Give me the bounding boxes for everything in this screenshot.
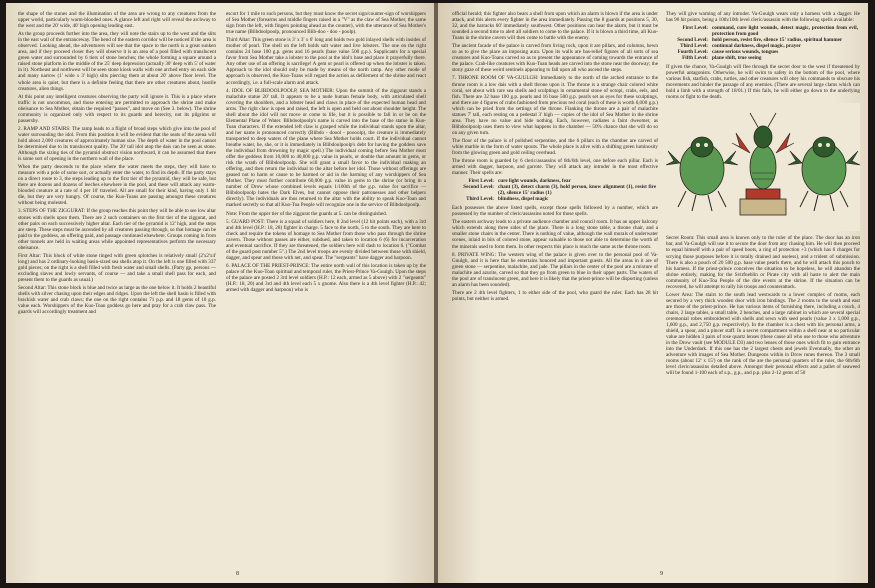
paragraph: There are 2 4th level fighters, 1 to either side of the pool, who guard the ruler. Each has 28 hit points, but neither is armed.: [452, 289, 658, 302]
spell-list: chant (3), detect charm (3), hold person, know alignment (1), resist fire (2), silence 15' radius (1): [498, 184, 656, 197]
spell-row: [666, 25, 860, 37]
paragraph: 4. IDOL OF BLIBDOOLPOOLP, SEA MOTHER: Upon the summit of the ziggurat stands a malachite statue 20' tall. It appears to be a nude human female body, with articulated shell covering the shoulders, and a lobster head and claws in place of the expected human head and arms. The right claw is open and raised, the left is open and held out about shoulder height. The shell about the idol will not move or come to life, but it is possible to fall in or be on the Elemental Plane of Water. Blibdoolpoolp's name is carved into the base of the statue in Kuo-Toan characters. If the extended left claw is grasped while the individual stands upon the altar, and her name is pronounced correctly (Blibdo - doool - poooolp), the creature is immediately transported to deep waters of the plane where Sea Mother holds court. If the individual cannot breathe water, he, she, or it is immediately in Blibdoolpoolp's debt for having the goddess save the individual from drowning by magic spell.) The individual coming before Sea Mother must offer the goddess from 10,000 to 40,000 g.p. value in pearls, or double that amount in gems, or risk the wrath of Blibdoolpoolp. She will grant a small favor to the individual making an offering, and then return the individual to the altar before her idol. Those without offerings are geased not to harm or cause to be harmed or aid in the harming of any worshippers of Sea Mother. They must further contribute 60,000 g.p. value in gems to the shrine (or bring in a number of Drow whose combined levels equals 1/100th of the g.p. value for sacrifice — Blibdoolpoolp hates the Dark Elves, but cannot oppose their patronesses and other helpers directly). The individuals are thus returned to the altar with the ability to speak Kuo-Toan and marked secretly so that all Kuo-Toa People will recognize one in the service of Blibdoolpoolp.: [226, 87, 426, 209]
paragraph: Each possesses the above listed spells, except those spells followed by a number, which are possessed by the number of cleric/assassins noted for those spells.: [452, 205, 658, 218]
book-spread: [6, 3, 868, 583]
spell-level: Second Level:: [677, 37, 708, 44]
page-number-left: 8: [236, 571, 239, 577]
spell-level: Second Level:: [463, 184, 494, 191]
page-number-right: 9: [660, 571, 663, 577]
spell-table-ruler: [666, 25, 860, 61]
spell-list: hold person, resist fire, silence 15' radius, spiritual hammer: [712, 37, 843, 44]
paragraph: Secret Room: This small area is known only to the ruler of the place. The door has an iron bar, and Va-Guulgh will use it to secure the door from any chasing him. He will then proceed to equal himself with a pair of speed boots, a ring of protection +3 (which has 6 charges for scrying those purposes before it is totally drained and useless), and a trident of submission. There is also a pouch of 20 500 g.p. base value pearls there, and he will attach this pouch to his harness. If the priest-prince conceives the situation to be hopeless, he will abandon the shrine entirely, making for the Svirfneblin or Pirate city with all haste to alert the main community of Kuo-Toa People of the dire events at the shrine. If the situation can be recovered, he will attempt to rally his troops and counterattack.: [666, 235, 860, 290]
paragraph: The floor of the palace is of polished serpentine, and the 6 pillars in the chamber are carved of white marble in the form of water spouts. The whole place is alive with a shifting green luminosity from the glowing green and gold ceiling overhead.: [452, 137, 658, 157]
spell-level: Third Level:: [680, 43, 708, 50]
spell-row: [666, 55, 860, 61]
paragraph: the shape of the stones and the illumination of the area are wrong to any creatures from the upper world, particularly warm-blooded ones. A glance left and right will reveal the archway to the west and the 20' wide, 40' high opening leading east.: [18, 11, 216, 30]
left-column-1: [18, 11, 216, 317]
paragraph: 2. RAMP AND STAIRS: The ramp leads to a flight of broad steps which give into the pool of water surrounding the idol. From this position it will be evident that the seats of the arena will hold about 2,000 creatures of approximately human size. The depth of water in the pool cannot be determined due to its translucent quality. The 20' tall idol atop the dais can be seen as stone. Although the sizing ties of the pyramid obstruct vision northward, it can be assumed that there is some sort of opening in the northern wall of the place.: [18, 125, 216, 163]
paragraph: official herald; this fighter also bears a shell from upon which an alarm is blown if the area is under attack, and this alerts every fighter in the area immediately. Passing the 8 guards at positions 5, 30, 32, and the barracks 60' immediately southwest. Other positions can hear the alarm, but it must be sounded a second time to alert all soldiers to come to the palace. If it is blown a third time, all Kuo-Toans in the shrine cavern will then come to battle with the enemy.: [452, 11, 658, 42]
paragraph: The eastern archway leads to a private audience chamber and council room. It has an upper balcony which extends along three sides of the place. There is a long stone table, a throne chair, and a smaller stone chairs in the center. There is nothing of value, although the wall murals of underwater scenes, inlaid in bits of colored stone, appear valuable to those not able to determine the worth of the minerals used to form them. In other respects this place is much the same as the throne room.: [452, 219, 658, 250]
paragraph: If given the chance, Va-Guulgh will flee through the secret door to the west if threatened by powerful antagonists. Otherwise, he will swim to safety in the bottom of the pool, where various fish, starfish, crabs, turtles, and other creatures will obey his commands to obscure his movements and hinder the passage of any enemies. (There are several large clams which can hold a limb with a strength of 18/01.) If this fails, he will either go down to the underlying rooms or fight to the death.: [666, 64, 860, 101]
spell-list: blindness, dispel magic: [498, 196, 549, 203]
paragraph: Second Altar: This stone block is blue and twice as large as the one below it. It holds 2 beautiful shells with silver chasing upon their edges and ridges. Upon the left the shell basin is filled with brackish water and crab claws; the one on the right contains 71 p.p. and 18 gems of 10 g.p. value each. Worshippers of the Kuo-Toan goddess go here and pray for a crab claw pass. The guards will accordingly treatment and: [18, 285, 216, 316]
spell-table-guards: [452, 178, 658, 202]
paragraph: Note: From the upper tier of the ziggurat the guards at 5. can be distinguished.: [226, 210, 388, 217]
spell-level: Fifth Level:: [682, 55, 708, 62]
spell-level: First Level:: [468, 178, 494, 185]
paragraph: First Altar: This block of white stone tinged with green splotches is relatively small (2'x2'x4' long) and has 2 ordinary-looking basin-sized sea shells atop it. On the left is one filled with 337 gold pieces; on the right is a shell filled with fresh water and small shells. (Party gp, persons — excluding slaves and lowly servants, of course — and take a small shell pass for each, and present them to the guards as usual.): [18, 252, 216, 283]
paragraph: At this point any intelligent creatures observing the party will ignore it. This is a place where traffic is not uncommon, and those entering are permitted to approach the shrine and make obeisance to Sea Mother, obtain the required "passes", and move on (See 3. below). The shrine community is organized only with respect to its guards and herecity, not its pilgrims or passersby.: [18, 93, 216, 124]
paragraph: 7. THRONE ROOM OF VA-GUULGH: Immediately to the north of the arched entrance to the throne room is a low dais with a shell throne upon it. The throne is a strange chair colored white coral, set about with rare sea shells and sculptings in ornamental stone of octopi, crabs, eels, and fish. There are 32 base 100 g.p. pearls and 16 base 500 g.p. pearls set as eyes for these sculptings, and there are 4 figures of crabs fashioned from precious red coral (each of these is worth 6,000 g.p.) which can be pried from the settings of the throne. Flanking the throne are a pair of malachite statues 7' tall, each resting on a pedestal 3' high — copies of the idol of Sea Mother in the shrine area. They have no value and hide nothing. Each, however, radiates a faint dweomer, as Blibdoolpoolp uses them to view what happens in the chamber — 50% chance that she will do so on any given turn.: [452, 75, 658, 136]
spell-list: plane shift, true seeing: [712, 55, 762, 62]
paragraph: The ancient facade of the palace is carved from living rock, upon it are pillars, and columns, hewn so as to give the place an imposing aura. Upon its walls are bas-relief figures of all sorts of sea creatures and Kuo-Toans carved so as to present the appearance of coming towards the entrance of the palace. Crab-like creatures with Kuo-Toan heads are carved into the stone near the doorway; the stony gaze of these weird sentinels appearing to fall upon all who ascend the steps.: [452, 43, 658, 74]
paragraph: 8. PRIVATE WING: The western wing of the palace is given over to the personal pool of Va-Guulgh, and it is here that he entertains honored and important guests. All the areas in it are of green stone — serpentine, malachite, and jade. The pillars in the center of the pool are a mixture of malachite and azurite, carved so that they go from green to blue in their upper parts. The waters of the pool are of translucent green, and here it is likely that the priest-prince will be disporting (unless an alarm has been sounded).: [452, 251, 658, 288]
spell-level: Fourth Level:: [677, 49, 708, 56]
paragraph: Lower Area: The stairs to the south lead westwards to a lower complex of rooms, each secured by a very thick wooden door with iron bindings. The 2 rooms to the south and east are those of the priest-prince. He has various items of furnishing there, including a couch, 4 chairs, 2 large tables, a small table, 2 benches, and a large cabinet in which are several special ceremonial robes embroidered with shells and sewn with seed pearls (value 3 x 1,000 g.p., 1,600 g.p., and 2,750 g.p. respectively). In the chamber is a chest with his personal arms, a shield, a spear, and a pincer staff. In a secret compartment within a shell near at no particular value are hidden 3 pairs of rose quartz lenses (these cause all who use to those who adventure in the Drow vault (see MODULE D3) and two lenses of those ones which fit to gain entrance into the Underdark. If this one has the 2 largest chests and jewels Eventually, the other an adventure with images of Sea Mother. Dungeons within in Drow runes thereon. The 3 small rooms (about 12' x 15') on the rank of the are the personal quarters of the ruler, the 6th/6th level cleric/assassins detailed above. Amongst their personal effects and a pallet of seaweed will be found 1-100 each of s.p., g.p., and p.p. plus 2-12 gems of 50: [666, 291, 860, 377]
spell-row: [452, 184, 658, 196]
paragraph: 6. PALACE OF THE PRIEST-PRINCE: The entire north wall of this location is taken up by the palace of the Kuo-Toan spiritual and temporal ruler, the Priest-Prince Va-Guulgh. Upon the steps of the palace are posted 2 3rd level soldiers (H.P.: 12 each, armed as 5 above) with 2 "sergeants" (H.P.: 18, 20) and 3rd and 4th level each 5 x gnome. Also there is a 4th level fighter (H.P.: 42; armed with dagger and harpoon) who is: [226, 262, 426, 294]
spell-list: continual darkness, dispel magic, prayer: [712, 43, 801, 50]
right-page: [438, 3, 868, 583]
paragraph: 3. STEPS OF THE ZIGGURAT: If the group reaches this point they will be able to see low altar stones with shells upon them. There are 2 such containers on the first tier of the ziggurat, and other pairs on each successively higher altar. Each tier of the pyramid is 12' high, and the steps are steep. These steps must be ascended by all creatures passing through, so that homage can be paid to the goddess, an offering paid, and passage continued elsewhere. Groups coming in from other tunnels are held in waiting areas while appointed representatives perform the necessary obeisance.: [18, 208, 216, 251]
spell-level: Third Level:: [466, 196, 494, 203]
spell-list: command, cure light wounds, detect magic, protection from evil, protection from good: [712, 25, 858, 38]
left-column-2: [226, 11, 426, 295]
paragraph: When the party descends to the place where the water meets the steps, they will have to measure with a pole of some sort, or actually enter the water, to find its depth. If the party stays on a direct route to 3, the steps leading up to the first tier of the pyramid, they will be safe, but there are dozens and dozens of leeches elsewhere in the pool, and these will attack any warm-blooded creature at a rate of 4 per 10' traveled. All are small for their kind, having only 1 hit die, but they are very hungry. Of course, the Kuo-Toans are passing amongst these creatures without being molested.: [18, 164, 216, 207]
paragraph: Third Altar: This green stone is 3' x 3' x 6' long and holds two gold inlayed shells with insides of mother of pearl. The shell on the left holds salt water and live lobsters. The one on the right contains 24 base 100 g.p. gems and 16 pearls (base value 500 g.p.). Supplicants for a special favor from Sea Mother take a lobster to the pool at the idol's base and place it prayerfully there. Any other use of an offering is sacrilege! A gem or pearl is offered up when the lobster is taken. Approach to the idol should only be made by means of the north ramp. Any other mode of approach is observed, the Kuo-Toans will regard the action as defilement of the shrine and react accordingly, i.e. a full-scale alarm and attack.: [226, 37, 426, 86]
paragraph: The throne room is guarded by 6 cleric/assassins of 6th/6th level, one before each pillar. Each is armed with dagger, harpoon, and garrote. They will attack any intruder in the most effective manner. Their spells are:: [452, 158, 658, 177]
spell-row: [452, 196, 658, 202]
spell-level: First Level:: [682, 25, 708, 32]
paragraph: They will give warning of any intruder. Va-Guulgh wears only a harness with a dagger. He has 90 hit points, being a 10th/10th level cleric/assassin with the following spells available:: [666, 11, 860, 24]
sea-mother-illustration: [666, 103, 860, 231]
right-column-1: [452, 11, 658, 304]
spell-list: cause serious wounds, tongues: [712, 49, 779, 56]
spell-list: cure light wounds, darkness, fear: [498, 178, 571, 185]
paragraph: As the group proceeds further into the area, they will note the stairs up to the west and the slits in the east wall of the entranceway. The bend of the eastern corridor will be noticed if the area is observed. Looking ahead, the adventurers will see that the space to the north is a great sunken area, and if they proceed closer they will observe it is an area of a pool filled with translucent green water and surrounded by 6 tiers of stone benches; the whole forming a square around a raised stone platform in the middle of the 25' deep depression (actually 30' deep with 5' of water in it). Northeast and northwest will be seen stone kiosk walls with one arched entry on each side and many narrow (1' wide x 3' high) slits piercing them at about 20' above floor level. The whole area is quiet, but there is a definite feeling that there are other creatures about, hostile creatures, alien things.: [18, 31, 216, 92]
paragraph: escort for 1 mile to such persons, but they must know the secret sign/counter-sign of worshippers of Sea Mother (forearms and middle fingers raised in a "V" as the claw of Sea Mother, the same sign from the left, with fingers pointing ahead as the counter), with the utterance of Sea Mother's true name (Blibdoolpoolp, pronounced Blib-doo - doo - poolp).: [226, 11, 426, 36]
paragraph: 5. GUARD POST: There is a squad of soldiers here, 8 2nd level (12 hit points each), with a 3rd and 4th level (H.P.: 18, 28) fighter in charge. 5 face to the north, 5 to the south. They are here to check and require the tokens of homage to Sea Mother from those who pass through the shrine cavern. Those without passes are either, subdued, and taken to location 6 (6) for incarceration and eventual sacrifice. If they are threatened, the soldiers here will dash to location 6. ("Combat of the guard post number 5".) The 2nd level troops are evenly divided between those with shield, dagger, and spear and those with net, and spear. The "sergeants" have dagger and harpoon.: [226, 218, 426, 261]
right-column-2: [666, 11, 860, 378]
left-page: [6, 3, 434, 583]
